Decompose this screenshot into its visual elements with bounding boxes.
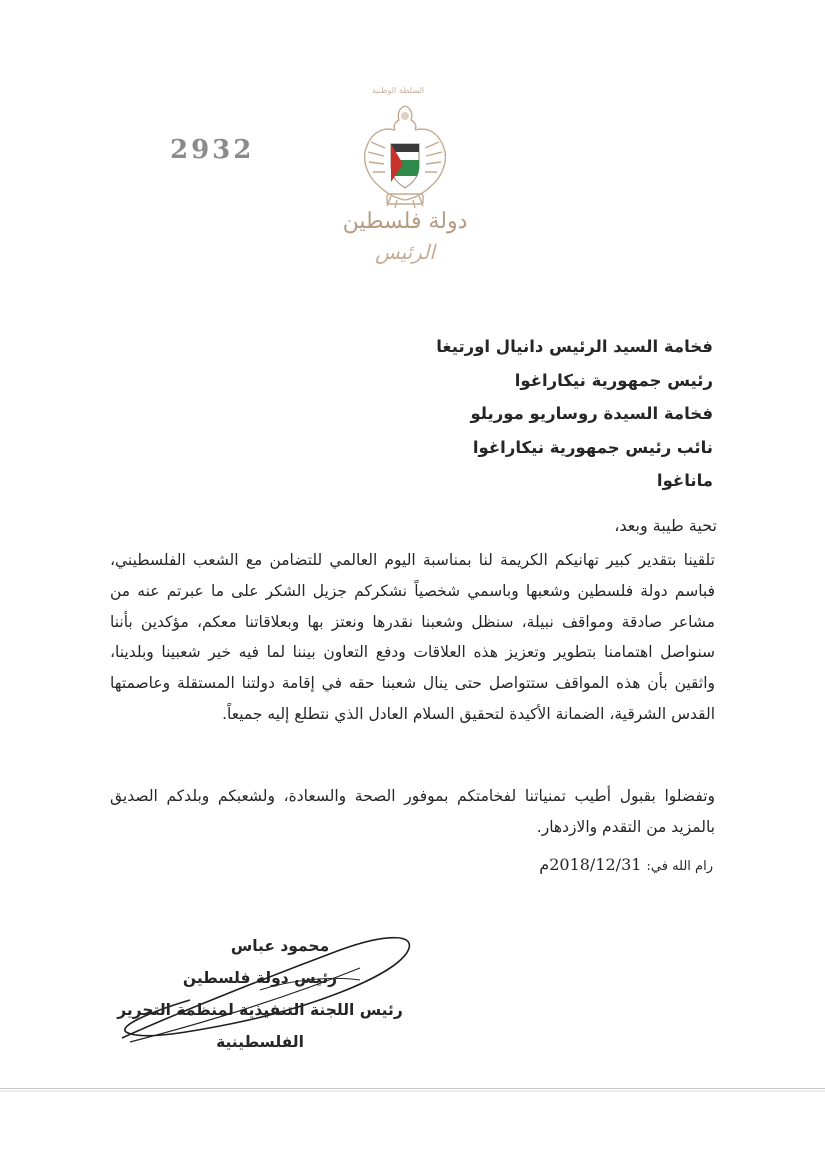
addressee-line: فخامة السيدة روساريو موريلو bbox=[470, 404, 713, 423]
addressee-line: رئيس جمهورية نيكاراغوا bbox=[514, 370, 713, 390]
eagle-emblem-icon bbox=[335, 96, 475, 211]
signatory-title: رئيس اللجنة التنفيذية لمنظمة التحرير الفلسطينية bbox=[117, 1001, 403, 1051]
flag-shield bbox=[391, 144, 419, 188]
signature-block bbox=[110, 920, 430, 1050]
reference-number: 2932 bbox=[170, 135, 255, 165]
signatory bbox=[100, 930, 420, 1058]
date-label: رام الله في: bbox=[646, 859, 713, 874]
greeting: تحية طيبة وبعد، bbox=[614, 516, 717, 535]
addressee-line: نائب رئيس جمهورية نيكاراغوا bbox=[472, 437, 713, 457]
signatory-name: محمود عباس bbox=[230, 937, 330, 955]
presidency-title: الرئيس bbox=[375, 240, 435, 264]
page-bottom-rule bbox=[0, 1088, 825, 1089]
letterhead-top-mark: السلطة الوطنية bbox=[372, 86, 425, 95]
addressee-line: ماناغوا bbox=[656, 471, 713, 490]
addressee-line: فخامة السيد الرئيس دانيال اورتيغا bbox=[436, 337, 713, 356]
letterhead bbox=[335, 96, 475, 276]
date-value: 2018/12/31م bbox=[539, 855, 642, 874]
closing-paragraph: وتفضلوا بقبول أطيب تمنياتنا لفخامتكم بموفور الصحة والسعادة، ولشعبكم وبلدكم الصديق بالمزيد من التقدم والازدهار. bbox=[110, 787, 715, 836]
signatory-title: رئيس دولة فلسطين bbox=[182, 969, 338, 987]
state-name: دولة فلسطين bbox=[342, 209, 468, 234]
addressee-block bbox=[263, 330, 713, 498]
date-line bbox=[313, 855, 713, 874]
body-paragraph: تلقينا بتقدير كبير تهانيكم الكريمة لنا بمناسبة اليوم العالمي للتضامن مع الشعب الفلسطيني، فباسم دولة فلسطين وشعبها وباسمي شخصياً نشكركم جزيل الشكر على ما عبرتم عنه من مشاعر صادقة ومواقف نبيلة، سنظل وشعبنا نقدرها ونعتز بها وبعلاقاتنا معكم، مؤكدين بأننا سنواصل اهتمامنا بتطوير وتعزيز هذه العلاقات ودفع التعاون بيننا لما فيه خير شعبينا وبلدينا، واثقين بأن هذه المواقف ستتواصل حتى ينال شعبنا حقه في إقامة دولتنا المستقلة وعاصمتها القدس الشرقية، الضمانة الأكيدة لتحقيق السلام العادل الذي نتطلع إليه جميعاً. bbox=[110, 551, 715, 723]
page-bottom-shadow bbox=[0, 1090, 825, 1092]
